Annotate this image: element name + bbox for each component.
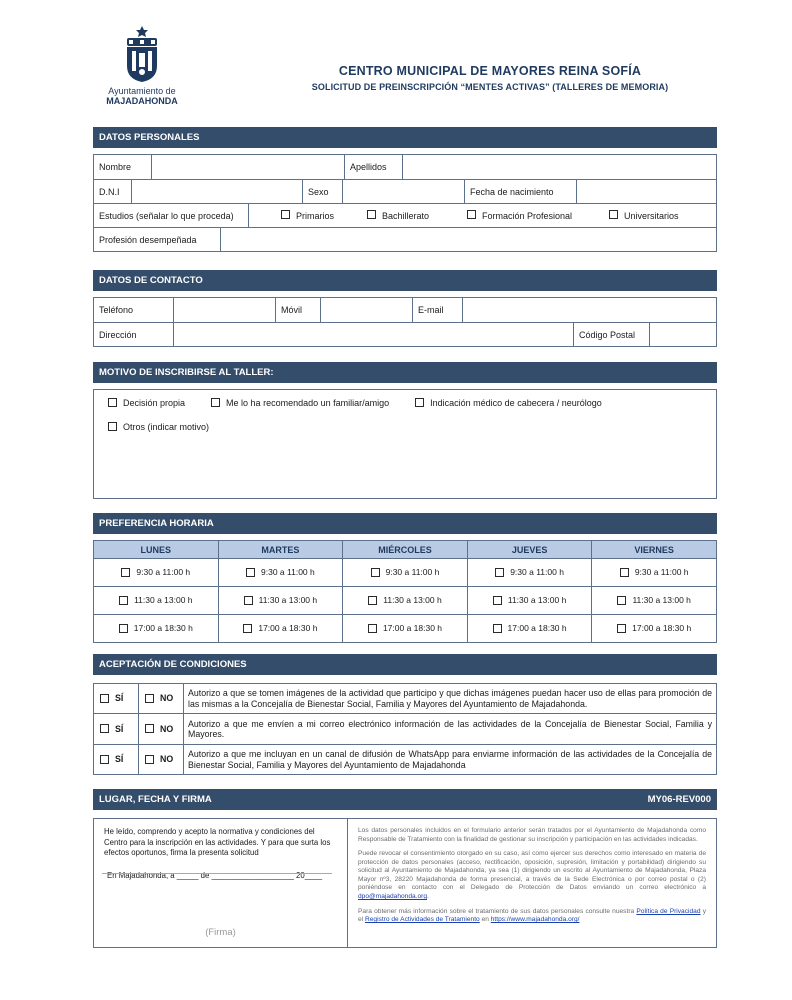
option-formacion-profesional[interactable]: Formación Profesional [441,204,583,227]
label-sexo: Sexo [303,180,343,203]
checkbox-icon[interactable] [246,568,255,577]
section-heading: PREFERENCIA HORARIA [93,513,717,534]
slot-option[interactable]: 9:30 a 11:00 h [94,559,219,587]
section-preferencia-horaria [93,513,717,643]
checkbox-icon[interactable] [100,755,109,764]
section-heading: ACEPTACIÓN DE CONDICIONES [93,654,717,675]
day-jueves: JUEVES [467,541,592,559]
protection-paragraph-1: Los datos personales incluidos en el formulario anterior serán tratados por el Ayuntamiento de Majadahonda como Responsable de Tratamiento con la finalidad de gestionar su inscripción y participación en las actividades indicadas. [358,827,706,843]
section-datos-personales [93,127,717,252]
signature-box [93,818,717,948]
slot-option[interactable]: 11:30 a 13:00 h [218,587,343,615]
declaration-text: He leído, comprendo y acepto la normativa y condiciones del Centro para la inscripción en las actividades. Y para que surta los efectos oportunos, firma la presenta solicitud [104,827,331,858]
day-viernes: VIERNES [592,541,717,559]
checkbox-icon[interactable] [368,624,377,633]
slot-option[interactable]: 9:30 a 11:00 h [343,559,468,587]
checkbox-icon[interactable] [620,568,629,577]
checkbox-icon[interactable] [467,210,476,219]
page-title-block [270,64,710,92]
email-field[interactable] [463,298,716,322]
checkbox-icon[interactable] [211,398,220,407]
checkbox-icon[interactable] [371,568,380,577]
slot-option[interactable]: 11:30 a 13:00 h [343,587,468,615]
checkbox-icon[interactable] [617,596,626,605]
day-miercoles: MIÉRCOLES [343,541,468,559]
codigo-postal-field[interactable] [650,323,716,346]
label-fecha-nacimiento: Fecha de nacimiento [465,180,577,203]
section-heading: MOTIVO DE INSCRIBIRSE AL TALLER: [93,362,717,383]
firma-label: (Firma) [205,927,236,938]
option-si[interactable]: SÍ [94,684,139,714]
form-code: MY06-REV000 [647,794,711,805]
section-heading-label: LUGAR, FECHA Y FIRMA [99,794,212,805]
page-subtitle: SOLICITUD DE PREINSCRIPCIÓN “MENTES ACTIVAS” (TALLERES DE MEMORIA) [311,82,669,92]
nombre-field[interactable] [152,155,345,179]
option-primarios[interactable]: Primarios [249,204,341,227]
day-martes: MARTES [218,541,343,559]
option-decision-propia[interactable]: Decisión propia [108,398,185,408]
protection-paragraph-2: Puede revocar el consentimiento otorgado en su caso, así como ejercer sus derechos como interesado en materia de protección de datos personales (acceso, rectificación, oposición, supresión, limitación y portabilidad) dirigiendo su solicitud al Ayuntamiento de Majadahonda, ya sea (1) dirigiendo un escrito al Ayuntamiento de Majadahonda, Plaza Mayor nº3, 28220 Majadahonda de forma presencial, a través de la Sede Electrónica o por correo postal o (2) poniéndose en contacto con el Delegado de Protección de Datos enviando un correo electrónico a dpo@majadahonda.org. [358,850,706,900]
divider [102,873,332,874]
option-no[interactable]: NO [139,684,184,714]
option-no[interactable]: NO [139,714,184,745]
sexo-field[interactable] [343,180,465,203]
condition-text: Autorizo a que se tomen imágenes de la actividad que participo y que dichas imágenes puedan hacer uso de ellas para promoción de las mismas a la Concejalía de Bienestar Social, Familia y Mayores del Ayuntamiento de Majadahonda. [184,684,717,714]
checkbox-icon[interactable] [145,755,154,764]
protection-paragraph-3: Para obtener más información sobre el tratamiento de sus datos personales consulte nuestra Política de Privacidad y el Registro de Actividades de Tratamiento en https://www.majadahonda.org/ [358,907,706,924]
checkbox-icon[interactable] [244,596,253,605]
option-universitarios[interactable]: Universitarios [583,204,716,227]
label-direccion: Dirección [94,323,174,346]
slot-option[interactable]: 17:00 a 18:30 h [467,615,592,643]
dpo-email-link[interactable]: dpo@majadahonda.org [358,892,428,900]
checkbox-icon[interactable] [281,210,290,219]
signature-area[interactable] [94,819,348,947]
section-heading: DATOS DE CONTACTO [93,270,717,291]
checkbox-icon[interactable] [108,398,117,407]
slot-option[interactable]: 9:30 a 11:00 h [218,559,343,587]
label-codigo-postal: Código Postal [574,323,650,346]
section-heading [93,789,717,810]
checkbox-icon[interactable] [368,596,377,605]
checkbox-icon[interactable] [415,398,424,407]
schedule-table [93,540,717,643]
section-heading: DATOS PERSONALES [93,127,717,148]
checkbox-icon[interactable] [145,724,154,733]
page-title: CENTRO MUNICIPAL DE MAYORES REINA SOFÍA [338,64,642,78]
label-estudios: Estudios (señalar lo que proceda) [94,204,249,227]
conditions-table [93,683,717,775]
option-si[interactable]: SÍ [94,745,139,775]
option-no[interactable]: NO [139,745,184,775]
movil-field[interactable] [321,298,413,322]
telefono-field[interactable] [174,298,276,322]
logo [96,24,188,106]
option-otros[interactable]: Otros (indicar motivo) [108,422,209,432]
section-aceptacion-condiciones [93,654,717,775]
checkbox-icon[interactable] [493,596,502,605]
label-telefono: Teléfono [94,298,174,322]
privacy-policy-link[interactable]: Política de Privacidad [636,907,701,915]
condition-text: Autorizo a que me envíen a mi correo electrónico información de las actividades de la Concejalía de Bienestar Social, Familia y Mayores. [184,714,717,745]
checkbox-icon[interactable] [493,624,502,633]
condition-text: Autorizo a que me incluyan en un canal de difusión de WhatsApp para enviarme información de las actividades de la Concejalía de Bienestar Social, Familia y Mayores del Ayuntamiento de Majadahonda [184,745,717,775]
checkbox-icon[interactable] [119,624,128,633]
website-link[interactable]: https://www.majadahonda.org/ [490,916,580,924]
slot-option[interactable]: 17:00 a 18:30 h [218,615,343,643]
label-dni: D.N.I [94,180,132,203]
checkbox-icon[interactable] [100,724,109,733]
direccion-field[interactable] [174,323,574,346]
slot-option[interactable]: 17:00 a 18:30 h [343,615,468,643]
apellidos-field[interactable] [403,155,716,179]
slot-option[interactable]: 9:30 a 11:00 h [467,559,592,587]
checkbox-icon[interactable] [495,568,504,577]
slot-option[interactable]: 17:00 a 18:30 h [94,615,219,643]
slot-option[interactable]: 11:30 a 13:00 h [94,587,219,615]
place-date-line: En Majadahonda, a _____ de ___________________ 20____ [107,870,323,880]
checkbox-icon[interactable] [108,422,117,431]
profesion-field[interactable] [221,228,716,251]
label-email: E-mail [413,298,463,322]
checkbox-icon[interactable] [609,210,618,219]
section-lugar-fecha-firma [93,789,717,948]
slot-option[interactable]: 11:30 a 13:00 h [592,587,717,615]
section-motivo [93,362,717,499]
data-protection-text [348,819,716,947]
motivo-box [93,389,717,499]
checkbox-icon[interactable] [243,624,252,633]
section-datos-contacto [93,270,717,347]
option-bachillerato[interactable]: Bachillerato [341,204,441,227]
label-nombre: Nombre [94,155,152,179]
checkbox-icon[interactable] [617,624,626,633]
label-movil: Móvil [276,298,321,322]
logo-line-2: MAJADAHONDA [106,96,178,106]
checkbox-icon[interactable] [100,694,109,703]
fecha-nacimiento-field[interactable] [577,180,716,203]
checkbox-icon[interactable] [119,596,128,605]
processing-registry-link[interactable]: Registro de Actividades de Tratamiento [364,916,480,924]
label-profesion: Profesión desempeñada [94,228,221,251]
dni-field[interactable] [132,180,303,203]
option-si[interactable]: SÍ [94,714,139,745]
label-apellidos: Apellidos [345,155,403,179]
slot-option[interactable]: 11:30 a 13:00 h [467,587,592,615]
logo-line-1: Ayuntamiento de [108,86,176,96]
slot-option[interactable]: 17:00 a 18:30 h [592,615,717,643]
checkbox-icon[interactable] [145,694,154,703]
checkbox-icon[interactable] [367,210,376,219]
slot-option[interactable]: 9:30 a 11:00 h [592,559,717,587]
day-lunes: LUNES [94,541,219,559]
coat-of-arms-icon [121,24,163,84]
option-recomendado[interactable]: Me lo ha recomendado un familiar/amigo [211,398,389,408]
checkbox-icon[interactable] [121,568,130,577]
option-indicacion-medico[interactable]: Indicación médico de cabecera / neurólogo [415,398,602,408]
